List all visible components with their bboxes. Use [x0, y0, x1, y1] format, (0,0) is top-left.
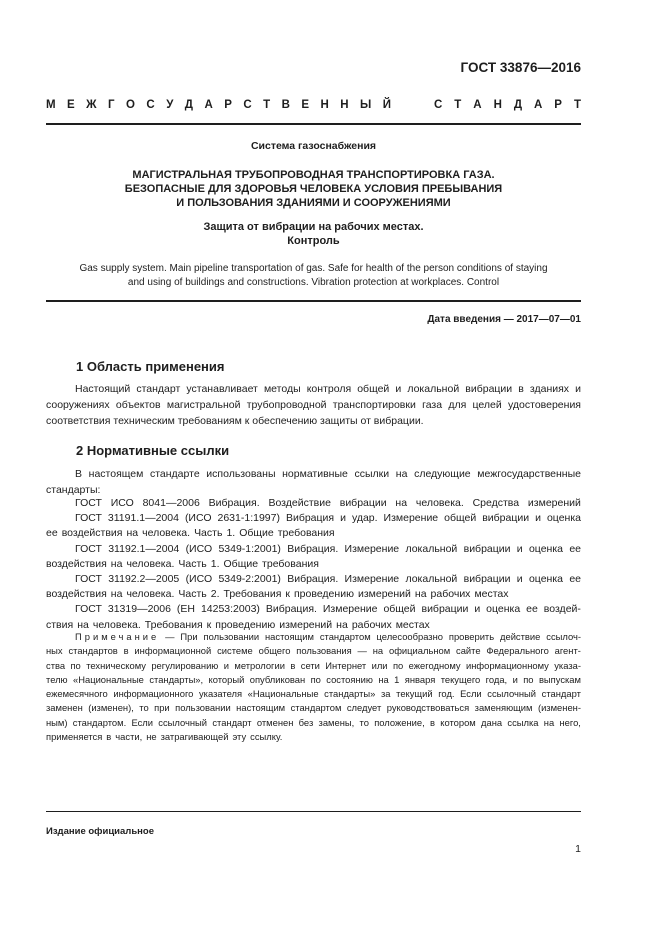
word: воздействия [46, 588, 107, 601]
reference-line [46, 511, 581, 526]
banner-letter: Д [513, 99, 523, 111]
word: Требования [223, 588, 282, 601]
note-line [46, 644, 581, 658]
introduction-date: Дата введения — 2017—07—01 [427, 314, 581, 325]
word: человека. [415, 497, 464, 509]
word: сайте [456, 645, 481, 657]
word: текущий [396, 688, 433, 700]
word: эту [232, 731, 247, 743]
word: целесообразно [376, 631, 443, 642]
normative-references-list [46, 496, 581, 633]
word: информационного [113, 688, 194, 700]
word: и [516, 542, 523, 555]
english-title-line: Gas supply system. Main pipeline transportation of gas. Safe for health of the person conditions of staying [79, 263, 548, 274]
banner-letter: А [473, 99, 482, 111]
word: по [70, 659, 81, 671]
banner-letter: Р [224, 99, 232, 111]
word: по [523, 673, 534, 685]
word: — [357, 645, 367, 657]
word: 5349-2:2001) [218, 573, 281, 586]
document-title [46, 168, 581, 210]
word: января [404, 673, 436, 685]
word: человека. [126, 588, 175, 601]
footer-rule [46, 811, 581, 812]
word: информационной [134, 645, 212, 657]
word: измерений [357, 588, 411, 601]
word: пользовании [175, 702, 231, 714]
word: (ИСО [185, 542, 213, 555]
word: заменен [46, 702, 83, 714]
word: ным) [46, 716, 68, 728]
word: (ИСО [185, 573, 213, 586]
word: 1 [394, 673, 400, 685]
word: проведению [294, 588, 354, 601]
word: отменен [256, 716, 294, 728]
banner-letter: А [204, 99, 213, 111]
word: ее [569, 573, 581, 586]
word: в [123, 645, 129, 657]
word: в [106, 731, 112, 743]
system-name: Система газоснабжения [250, 140, 377, 152]
word: системе [217, 645, 253, 657]
word: 14253:2003) [200, 603, 260, 616]
word: и [340, 512, 346, 525]
word: на [395, 497, 408, 509]
word: года, [485, 673, 508, 685]
word: на [378, 673, 389, 685]
reference-line [46, 542, 581, 557]
word: пользования [296, 645, 352, 657]
word: воздей- [543, 603, 581, 616]
word: и [474, 603, 481, 616]
word: Вибрация. [287, 573, 339, 586]
word: требования [277, 527, 335, 540]
word: текущего [440, 673, 481, 685]
word: общей [444, 512, 477, 525]
word: стандарты», [149, 673, 204, 685]
banner-letter: В [281, 99, 290, 111]
word: применяется [46, 731, 103, 743]
note-line [46, 687, 581, 701]
word: вибрации [339, 497, 387, 509]
note-label: Примечание [75, 631, 160, 642]
word: ГОСТ [75, 603, 102, 616]
word: Если [131, 716, 154, 728]
word: ГОСТ [75, 573, 102, 586]
word: местах [395, 618, 430, 631]
word: Часть [178, 557, 207, 570]
word: по [392, 659, 404, 671]
header-rule [46, 123, 581, 125]
subtitle-line: Контроль [287, 235, 340, 247]
section-2-intro [46, 466, 581, 498]
word: настоящим [236, 702, 286, 714]
word: на [336, 618, 348, 631]
document-subtitle [46, 220, 581, 248]
banner-letter: У [166, 99, 174, 111]
title-block-rule [46, 300, 581, 302]
word: ствия [46, 618, 74, 631]
word: Интернет [325, 659, 367, 671]
word: 2. [210, 588, 220, 601]
word: Измерение [322, 603, 378, 616]
word: (изменен), [88, 702, 134, 714]
reference-line [46, 602, 581, 617]
word: по [310, 673, 321, 685]
word: на [414, 588, 427, 601]
banner-letter: Е [67, 99, 75, 111]
word: 5349-1:2001) [218, 542, 281, 555]
word: части, [115, 731, 143, 743]
word: местах [474, 588, 509, 601]
word: не [146, 731, 157, 743]
word: «Национальные [247, 688, 319, 700]
word: на [110, 557, 123, 570]
word: 31319—2006 [107, 603, 171, 616]
word: (ЕН [176, 603, 195, 616]
word: требования [262, 557, 319, 570]
word: ГОСТ [75, 497, 102, 509]
word: общей [383, 603, 416, 616]
english-title [46, 262, 581, 289]
word: ссылоч- [546, 631, 581, 642]
word: ссылка [507, 716, 539, 728]
banner-letter: Т [454, 99, 462, 111]
word: проведению [215, 618, 276, 631]
word: пользовании [203, 631, 260, 642]
word: ГОСТ [75, 542, 102, 555]
banner-letter: Н [493, 99, 502, 111]
word: Воздействие [268, 497, 331, 509]
word: Вибрация. [287, 542, 339, 555]
word: воздействия [46, 557, 107, 570]
word: и [223, 659, 229, 671]
word: ее [569, 542, 581, 555]
reference-line [46, 496, 581, 511]
word: на [77, 618, 89, 631]
word: ежемесячного [46, 688, 108, 700]
word: стандартом [319, 631, 371, 642]
word: удар. [351, 512, 378, 525]
word: ссылочный [487, 688, 537, 700]
word: без [298, 716, 314, 728]
note-line [46, 701, 581, 715]
word: на [126, 527, 139, 540]
word: ссылочный [158, 716, 208, 728]
section-2-heading: 2 Нормативные ссылки [76, 443, 230, 458]
word: руководствоваться [386, 702, 470, 714]
note-line [46, 630, 581, 644]
word: агент- [554, 645, 581, 657]
word: (ИСО [184, 512, 212, 525]
word: общего [258, 645, 291, 657]
banner-letter: М [46, 99, 56, 111]
banner-letter: Ж [86, 99, 97, 111]
title-line: БЕЗОПАСНЫЕ ДЛЯ ЗДОРОВЬЯ ЧЕЛОВЕКА УСЛОВИЯ ПРЕБЫВАНИЯ [124, 183, 503, 195]
word: воздействия [61, 527, 123, 540]
word: следует [346, 702, 382, 714]
word: Федерального [486, 645, 549, 657]
word: рабочих [430, 588, 471, 601]
word: 31191.1—2004 [107, 512, 179, 525]
word: метрологии [234, 659, 285, 671]
word: Общие [223, 557, 259, 570]
word: стандартом [290, 702, 342, 714]
word: котором [440, 716, 476, 728]
word: оценка [528, 573, 564, 586]
word: к [285, 588, 290, 601]
word: вибрации [421, 603, 469, 616]
word: измерений [279, 618, 333, 631]
note-line [46, 673, 581, 687]
english-title-line: and using of buildings and constructions. Vibration protection at workplaces. Control [127, 276, 500, 288]
title-line: МАГИСТРАЛЬНАЯ ТРУБОПРОВОДНАЯ ТРАНСПОРТИРОВКА ГАЗА. [132, 169, 495, 181]
word: выпускам [538, 673, 581, 685]
word: стандартом. [72, 716, 127, 728]
word: человека. [92, 618, 141, 631]
word: к [206, 618, 212, 631]
word: техническому [86, 659, 146, 671]
word: ее [46, 527, 58, 540]
word: ссылку. [250, 731, 283, 743]
word: Вибрация. [265, 603, 317, 616]
word: опубликован [249, 673, 306, 685]
word: на [372, 645, 384, 657]
banner-letter: Д [184, 99, 193, 111]
word: и [512, 673, 518, 685]
word: то [139, 702, 149, 714]
section-1-heading: 1 Область применения [76, 359, 225, 374]
word: 1. [226, 527, 236, 540]
word: Часть [178, 588, 207, 601]
word: Вибрация. [208, 497, 260, 509]
word: Часть [194, 527, 223, 540]
word: указателя [198, 688, 243, 700]
banner-letter: Ы [360, 99, 372, 111]
word: стандарт [541, 688, 581, 700]
word: человека. [142, 527, 191, 540]
word: положение, [374, 716, 425, 728]
word: и [516, 573, 523, 586]
section-1-text [46, 381, 581, 429]
word: Общие [239, 527, 274, 540]
word: сети [300, 659, 320, 671]
word: При [180, 631, 198, 642]
word: настоящим [265, 631, 314, 642]
banner-letter: Н [340, 99, 349, 111]
banner-letter: О [126, 99, 135, 111]
word: указа- [554, 659, 581, 671]
banner-letter: Н [320, 99, 329, 111]
banner-letter: Й [382, 99, 391, 111]
word: Если [460, 688, 482, 700]
word: ных [46, 645, 63, 657]
title-line: И ПОЛЬЗОВАНИЯ ЗДАНИЯМИ И СООРУЖЕНИЯМИ [176, 197, 451, 209]
word: то [359, 716, 369, 728]
word: замены, [318, 716, 355, 728]
word: 31192.1—2004 [108, 542, 180, 555]
word: локальной [405, 573, 458, 586]
word: состоянию [326, 673, 373, 685]
word: при [154, 702, 170, 714]
word: ства [46, 659, 66, 671]
note-line [46, 716, 581, 730]
word: оценка [546, 512, 581, 525]
word: в [290, 659, 296, 671]
word: 31192.2—2005 [108, 573, 180, 586]
reference-line [46, 557, 581, 572]
word: действие [500, 631, 541, 642]
subtitle-line: Защита от вибрации на рабочих местах. [203, 221, 424, 233]
interstate-standard-banner [46, 99, 581, 111]
word: затрагивающей [160, 731, 229, 743]
word: заменяющим [474, 702, 533, 714]
word: телю [46, 673, 68, 685]
word: информационному [465, 659, 549, 671]
word: человека. [126, 557, 175, 570]
banner-word-interstate [46, 99, 391, 111]
banner-letter: А [534, 99, 543, 111]
word: измерений [527, 497, 581, 509]
banner-word-standard [434, 99, 581, 111]
word: Средства [472, 497, 520, 509]
word: проверить [448, 631, 495, 642]
word: Требования [144, 618, 203, 631]
note-block [46, 630, 581, 744]
word: ее [526, 603, 538, 616]
banner-letter: Г [108, 99, 115, 111]
banner-letter: Р [554, 99, 562, 111]
word: оценка [528, 542, 564, 555]
word: 2631-1:1997) [217, 512, 280, 525]
page-number: 1 [575, 843, 581, 855]
word: официальном [388, 645, 451, 657]
word: вибрации [482, 512, 530, 525]
reference-line [46, 587, 581, 602]
word: или [371, 659, 388, 671]
word: ИСО [110, 497, 134, 509]
word: 8041—2006 [142, 497, 200, 509]
banner-letter: С [434, 99, 443, 111]
banner-letter: Т [573, 99, 581, 111]
word: него, [559, 716, 581, 728]
word: регулированию [151, 659, 219, 671]
word: вибрации [463, 573, 511, 586]
word: который [208, 673, 245, 685]
section-1-body: Настоящий стандарт устанавливает методы контроля общей и локальной вибрации в зданиях и сооружениях объектов магистральной трубопроводной транспортировки газа для целей удостоверения соответствия техническим требованиям к обеспечению защиты от вибрации. [46, 383, 581, 427]
word: на [110, 588, 123, 601]
word: ежегодному [408, 659, 461, 671]
word: ГОСТ [75, 512, 102, 525]
word: стандартов [68, 645, 118, 657]
word: за [381, 688, 391, 700]
edition-label: Издание официальное [46, 826, 154, 837]
word: — [165, 631, 175, 642]
word: Измерение [383, 512, 439, 525]
reference-line [46, 526, 581, 541]
word: стандарт [212, 716, 252, 728]
word: Вибрация [285, 512, 335, 525]
banner-letter: Т [263, 99, 271, 111]
word: вибрации [463, 542, 511, 555]
note-line [46, 730, 581, 744]
word: Измерение [344, 542, 400, 555]
word: (изменен- [537, 702, 581, 714]
banner-letter: С [146, 99, 155, 111]
word: локальной [405, 542, 458, 555]
word: стандарты» [324, 688, 376, 700]
section-2-intro-text: В настоящем стандарте использованы нормативные ссылки на следующие межгосударственные стандарты: [46, 468, 581, 496]
banner-letter: С [243, 99, 252, 111]
word: и [535, 512, 541, 525]
reference-line [46, 572, 581, 587]
word: год. [438, 688, 455, 700]
word: Измерение [344, 573, 400, 586]
word: в [429, 716, 435, 728]
word: рабочих [351, 618, 392, 631]
word: 1. [210, 557, 220, 570]
document-number: ГОСТ 33876—2016 [460, 60, 581, 75]
note-line [46, 659, 581, 673]
word: дана [481, 716, 503, 728]
banner-letter: Е [301, 99, 310, 111]
word: «Национальные [73, 673, 144, 685]
word: оценка [486, 603, 521, 616]
word: на [543, 716, 555, 728]
